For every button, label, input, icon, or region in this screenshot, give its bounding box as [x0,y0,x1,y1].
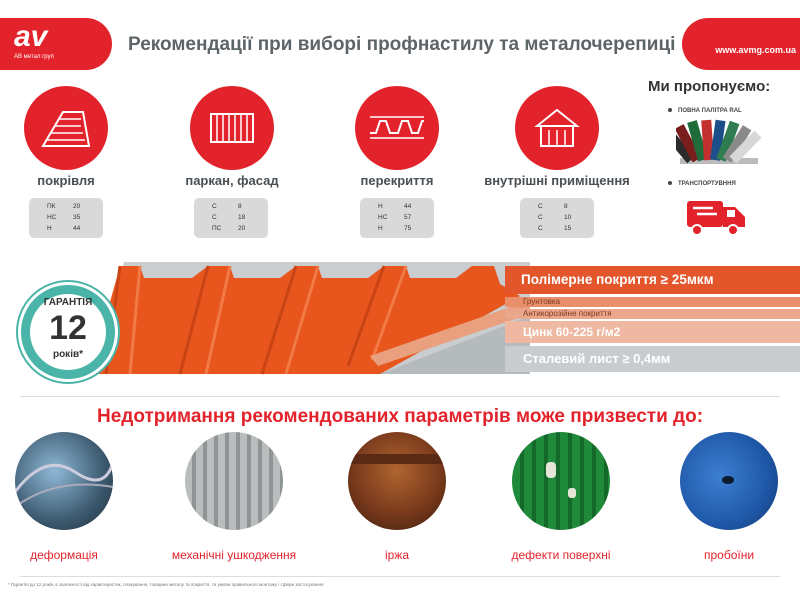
problem-label-punctures: пробоїни [703,548,755,562]
spec-row: Н 44 [378,203,412,210]
layer-anticorrosion: Антикорозійне покриття [505,309,800,319]
footer-divider [20,576,780,577]
url-banner [682,18,800,70]
spec-row: ПС 20 [212,225,246,232]
problem-photo-mechanical-damage [185,432,283,530]
layer-steel: Сталевий лист ≥ 0,4мм [505,346,800,372]
problem-label-rust: іржа [384,548,410,562]
category-label-interior: внутрішні приміщення [484,173,630,188]
spec-box-fence [194,198,268,238]
spec-row: Н 44 [47,225,81,232]
slab-category-badge [355,86,439,170]
offer-title: Ми пропонуємо: [648,78,771,95]
slab-icon [368,113,426,143]
offer-item-transport: ТРАНСПОРТУВННЯ [668,181,736,187]
category-label-slab: перекриття [360,173,434,188]
problem-photo-rust [348,432,446,530]
bullet-icon [668,108,672,112]
roof-category-badge [24,86,108,170]
problem-label-deformation: деформація [30,548,98,562]
page-title: Рекомендації при виборі профнастилу та металочерепиці [128,34,676,55]
guarantee-badge [18,282,118,382]
category-label-roof: покрівля [37,173,95,188]
brand-logo-subtitle: АВ метал груп [14,54,54,60]
problem-photo-surface-defects [512,432,610,530]
problem-photo-punctures [680,432,778,530]
website-link[interactable]: www.avmg.com.ua [715,45,796,55]
footnote: * Гарантія до 12 років, в залежності від характеристик, плакування, товщини металу та покриття, та умови правильного монтажу і сфери застосування [8,582,324,587]
truck-icon [683,193,749,239]
spec-row: С 8 [212,203,242,210]
offer-item-ral: ПОВНА ПАЛІТРА RAL [668,108,742,114]
spec-row: С 15 [538,225,572,232]
interior-category-badge [515,86,599,170]
warning-title: Недотримання рекомендованих параметрів може призвести до: [96,406,704,427]
spec-row: НС 35 [47,214,81,221]
fence-category-badge [190,86,274,170]
fence-icon [207,108,257,148]
guarantee-top-text: ГАРАНТІЯ [43,297,93,308]
category-label-fence: паркан, фасад [185,173,279,188]
guarantee-number: 12 [49,309,87,347]
spec-box-interior [520,198,594,238]
spec-box-roof [29,198,103,238]
house-icon [533,106,581,150]
problem-label-mechanical-damage: механічні ушкодження [171,548,297,562]
problem-label-surface-defects: дефекти поверхні [511,548,611,562]
corrugated-sheet-illustration [80,256,540,380]
layer-polymer: Полімерне покриття ≥ 25мкм [505,266,800,294]
spec-box-slab [360,198,434,238]
section-divider [20,396,780,397]
spec-row: С 8 [538,203,568,210]
guarantee-bottom-text: років* [52,349,84,360]
layer-primer: Грунтовка [505,297,800,307]
roof-icon [39,106,93,150]
spec-row: ПК 20 [47,203,81,210]
layer-zinc: Цинк 60-225 г/м2 [505,321,800,343]
spec-row: С 10 [538,214,572,221]
problem-photo-deformation [15,432,113,530]
spec-row: НС 57 [378,214,412,221]
spec-row: С 18 [212,214,246,221]
brand-logo-mark: av [14,20,48,53]
bullet-icon [668,181,672,185]
ral-palette-icon [676,118,762,168]
spec-row: Н 75 [378,225,412,232]
